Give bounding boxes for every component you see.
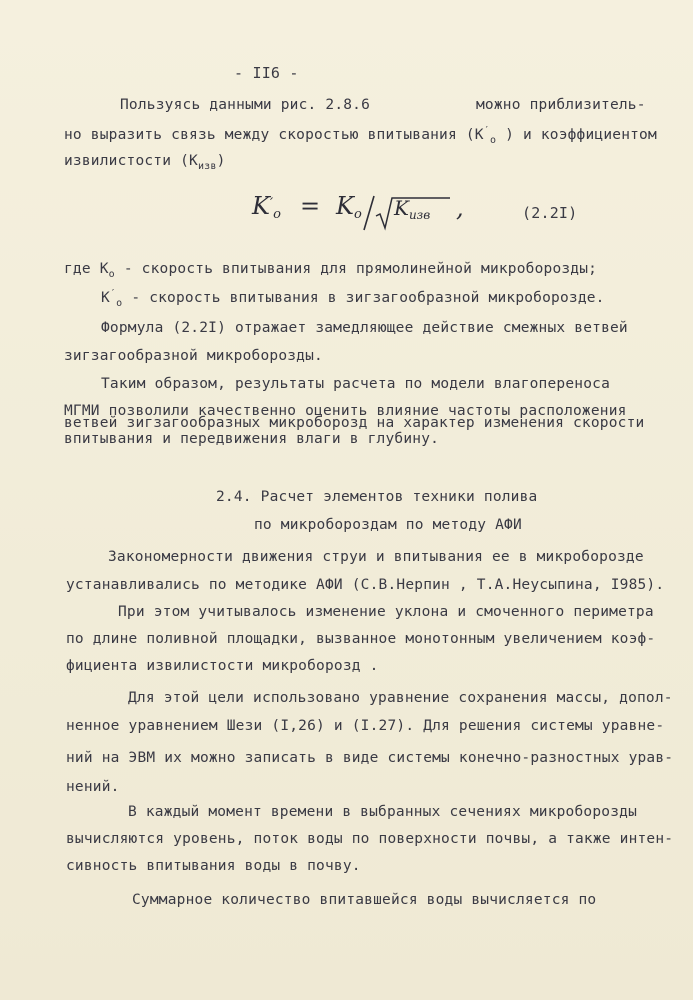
text-line: вычисляются уровень, поток воды по поверхности почвы, а также интен- [66, 831, 674, 847]
section-heading-cont: по микробороздам по методу АФИ [254, 517, 522, 533]
text-line: устанавливались по методике АФИ (С.В.Нерпин , Т.А.Неусыпина, I985). [66, 577, 665, 593]
formula-lhs: $K'_o$ [252, 192, 281, 222]
formula-equals: = [300, 192, 321, 220]
text-line: При этом учитывалось изменение уклона и смоченного периметра [118, 604, 654, 620]
formula-number: (2.2I) [522, 204, 578, 222]
formula-comma: , [456, 194, 464, 222]
text-line: В каждый момент времени в выбранных сечениях микроборозды [128, 804, 637, 820]
text-line: Для этой цели использовано уравнение сохранения массы, допол- [128, 690, 673, 706]
formula-rhs: $K_o$ [336, 192, 362, 222]
text-line: $K'_o$ - скорость впитывания в зигзагообразной микроборозде. [101, 288, 605, 309]
section-heading: 2.4. Расчет элементов техники полива [216, 489, 538, 505]
text-line: нений. [66, 779, 120, 795]
page-number: - II6 - [234, 64, 299, 82]
text-line: МГМИ позволили качественно оценить влияние частоты расположения [64, 403, 627, 419]
text-line: по длине поливной площадки, вызванное монотонным увеличением коэф- [66, 631, 656, 647]
text-line: сивность впитывания воды в почву. [66, 858, 361, 874]
text-line: ний на ЭВМ их можно записать в виде системы конечно-разностных урав- [66, 750, 674, 766]
text-line: Формула (2.2I) отражает замедляющее действие смежных ветвей [101, 320, 628, 336]
text-line: Суммарное количество впитавшейся воды вычисляется по [132, 892, 597, 908]
text-line: Таким образом, результаты расчета по модели влагопереноса [101, 376, 610, 392]
text-line: но выразить связь между скоростью впитывания ($K'_o$ ) и коэффициентом [64, 125, 657, 146]
text-line: можно приблизитель- [476, 97, 646, 113]
text-line: ненное уравнением Шези (I,26) и (I.27). Для решения системы уравне- [66, 718, 665, 734]
text-line: Пользуясь данными рис. 2.8.6 [120, 97, 371, 113]
text-line: впитывания и передвижения влаги в глубину. [64, 431, 440, 447]
text-line: извилистости $(K_{изв})$ [64, 153, 226, 172]
formula-denominator: $K_{изв}$ [394, 196, 431, 222]
text-line: Закономерности движения струи и впитывания ее в микроборозде [108, 549, 644, 565]
formula-radical [252, 192, 392, 232]
text-line: фициента извилистости микроборозд . [66, 658, 379, 674]
text-line: где $K_o$ - скорость впитывания для прямолинейной микроборозды; [64, 261, 598, 280]
text-line: зигзагообразной микроборозды. [64, 348, 323, 364]
text-line: ветвей зигзагообразных микроборозд на характер изменения скорости [64, 415, 645, 431]
